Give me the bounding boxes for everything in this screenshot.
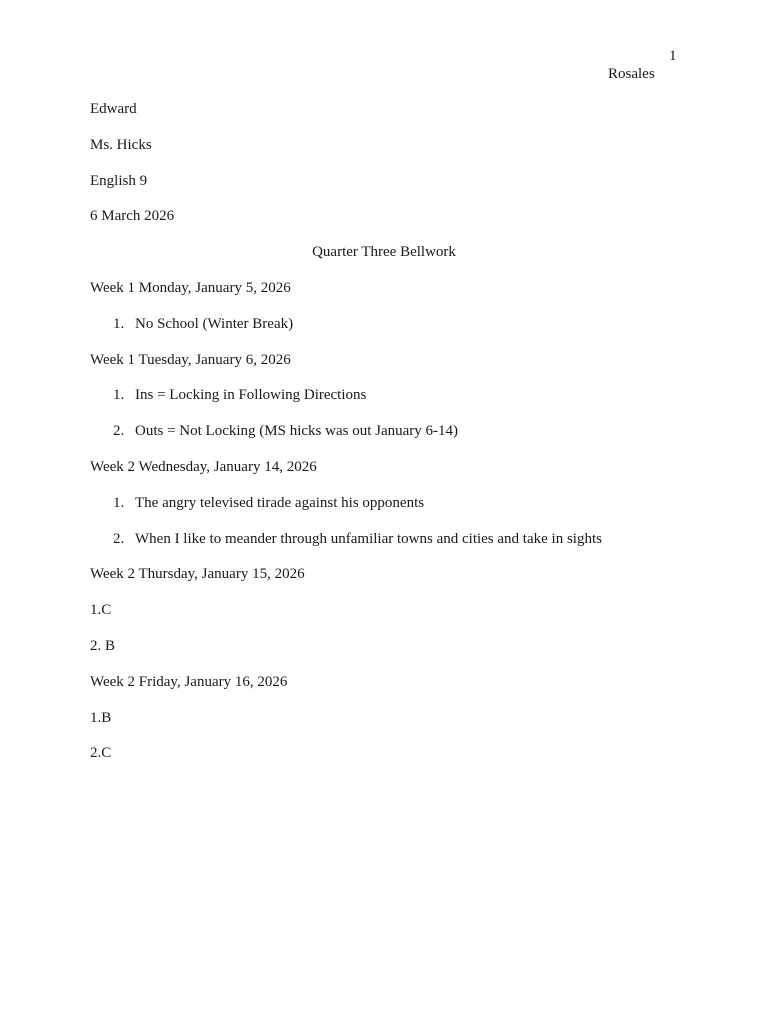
answer-line: 2.C	[90, 745, 112, 762]
document-body	[90, 99, 690, 779]
list-number: 1.	[113, 387, 125, 404]
list-item	[90, 314, 690, 350]
list-number: 1.	[113, 315, 125, 332]
list-text: When I like to meander through unfamiliar towns and cities and take in sights	[135, 530, 602, 547]
entry-heading: Week 2 Friday, January 16, 2026	[90, 673, 288, 690]
list-text: No School (Winter Break)	[135, 315, 294, 332]
student-name: Edward	[90, 101, 137, 117]
list-text: Ins = Locking in Following Directions	[135, 387, 367, 404]
list-item	[90, 385, 690, 421]
entry-heading: Week 2 Thursday, January 15, 2026	[90, 566, 305, 583]
teacher-name: Ms. Hicks	[90, 136, 152, 153]
course-name: English 9	[90, 172, 148, 189]
list-text: Outs = Not Locking (MS hicks was out January 6-14)	[135, 423, 459, 440]
list-number: 1.	[113, 494, 125, 511]
entry-heading: Week 2 Wednesday, January 14, 2026	[90, 458, 317, 475]
header-surname: Rosales	[608, 66, 655, 82]
answer-line: 2. B	[90, 637, 116, 654]
entry-heading: Week 1 Tuesday, January 6, 2026	[90, 351, 291, 368]
entry-heading: Week 1 Monday, January 5, 2026	[90, 279, 291, 296]
answer-line: 1.B	[90, 709, 112, 726]
list-text: The angry televised tirade against his opponents	[135, 494, 425, 511]
answer-line: 1.C	[90, 602, 112, 619]
list-item	[90, 493, 690, 529]
list-item	[90, 529, 690, 565]
list-number: 2.	[113, 530, 125, 547]
list-item	[90, 421, 690, 457]
document-title: Quarter Three Bellwork	[312, 244, 456, 261]
list-number: 2.	[113, 423, 125, 440]
page-number: 1	[669, 48, 677, 64]
document-date: 6 March 2026	[90, 208, 175, 225]
